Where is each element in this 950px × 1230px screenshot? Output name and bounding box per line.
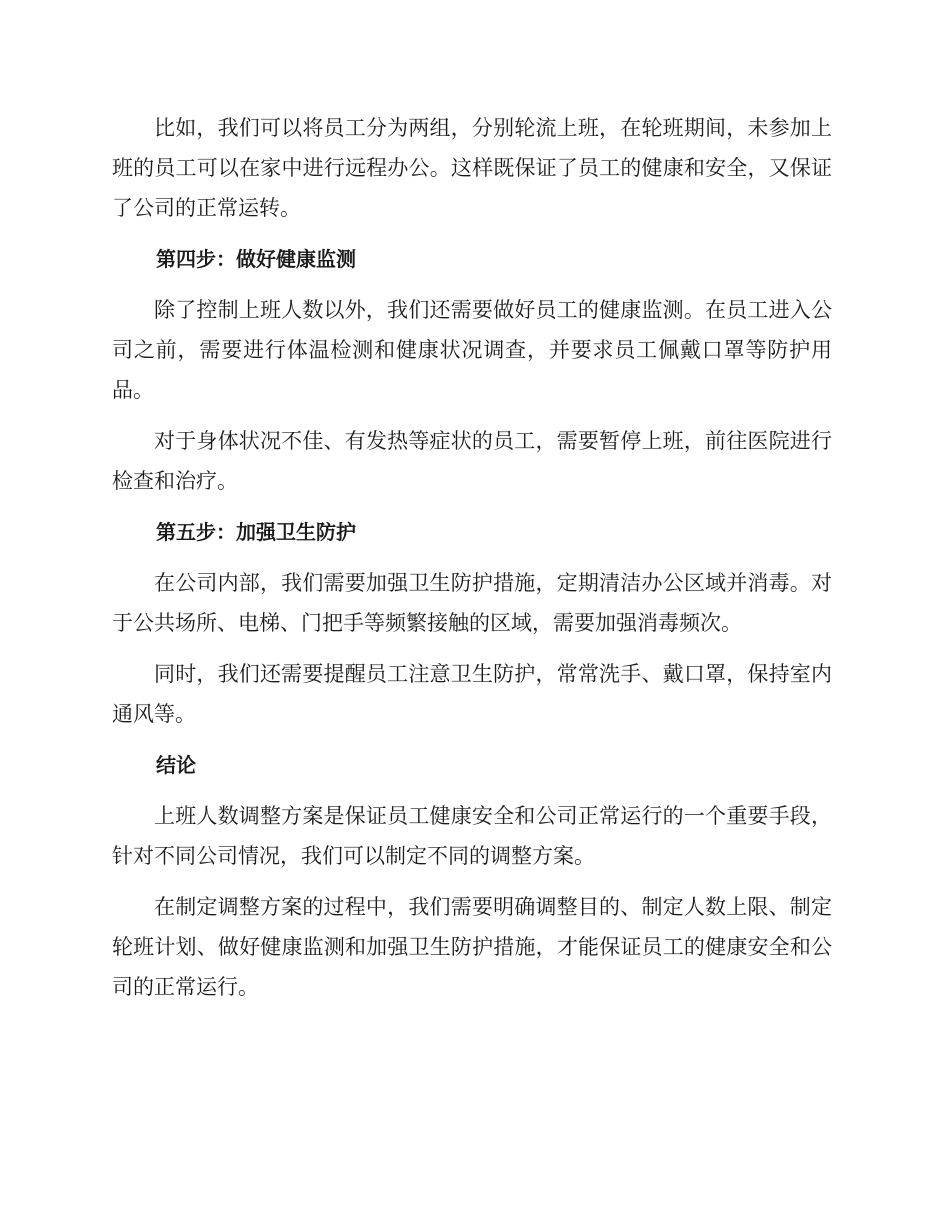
- paragraph-conclusion-summary: 上班人数调整方案是保证员工健康安全和公司正常运行的一个重要手段，针对不同公司情况，我们可以制定不同的调整方案。: [112, 804, 832, 868]
- paragraph-hygiene-measures: 在公司内部，我们需要加强卫生防护措施，定期清洁办公区域并消毒。对于公共场所、电梯、门把手等频繁接触的区域，需要加强消毒频次。: [112, 571, 832, 635]
- paragraph-hygiene-reminders: 同时，我们还需要提醒员工注意卫生防护，常常洗手、戴口罩，保持室内通风等。: [112, 662, 832, 726]
- heading-conclusion: 结论: [156, 753, 196, 777]
- paragraph-rotation-example: 比如，我们可以将员工分为两组，分别轮流上班，在轮班期间，未参加上班的员工可以在家中进行远程办公。这样既保证了员工的健康和安全，又保证了公司的正常运转。: [112, 116, 832, 220]
- heading-step-four: 第四步：做好健康监测: [156, 247, 356, 271]
- document-page: [112, 108, 832, 1018]
- paragraph-conclusion-process: 在制定调整方案的过程中，我们需要明确调整目的、制定人数上限、制定轮班计划、做好健康监测和加强卫生防护措施，才能保证员工的健康安全和公司的正常运行。: [112, 895, 832, 999]
- paragraph-sick-employees: 对于身体状况不佳、有发热等症状的员工，需要暂停上班，前往医院进行检查和治疗。: [112, 429, 832, 493]
- heading-step-five: 第五步：加强卫生防护: [156, 520, 356, 544]
- paragraph-health-monitoring: 除了控制上班人数以外，我们还需要做好员工的健康监测。在员工进入公司之前，需要进行体温检测和健康状况调查，并要求员工佩戴口罩等防护用品。: [112, 298, 832, 402]
